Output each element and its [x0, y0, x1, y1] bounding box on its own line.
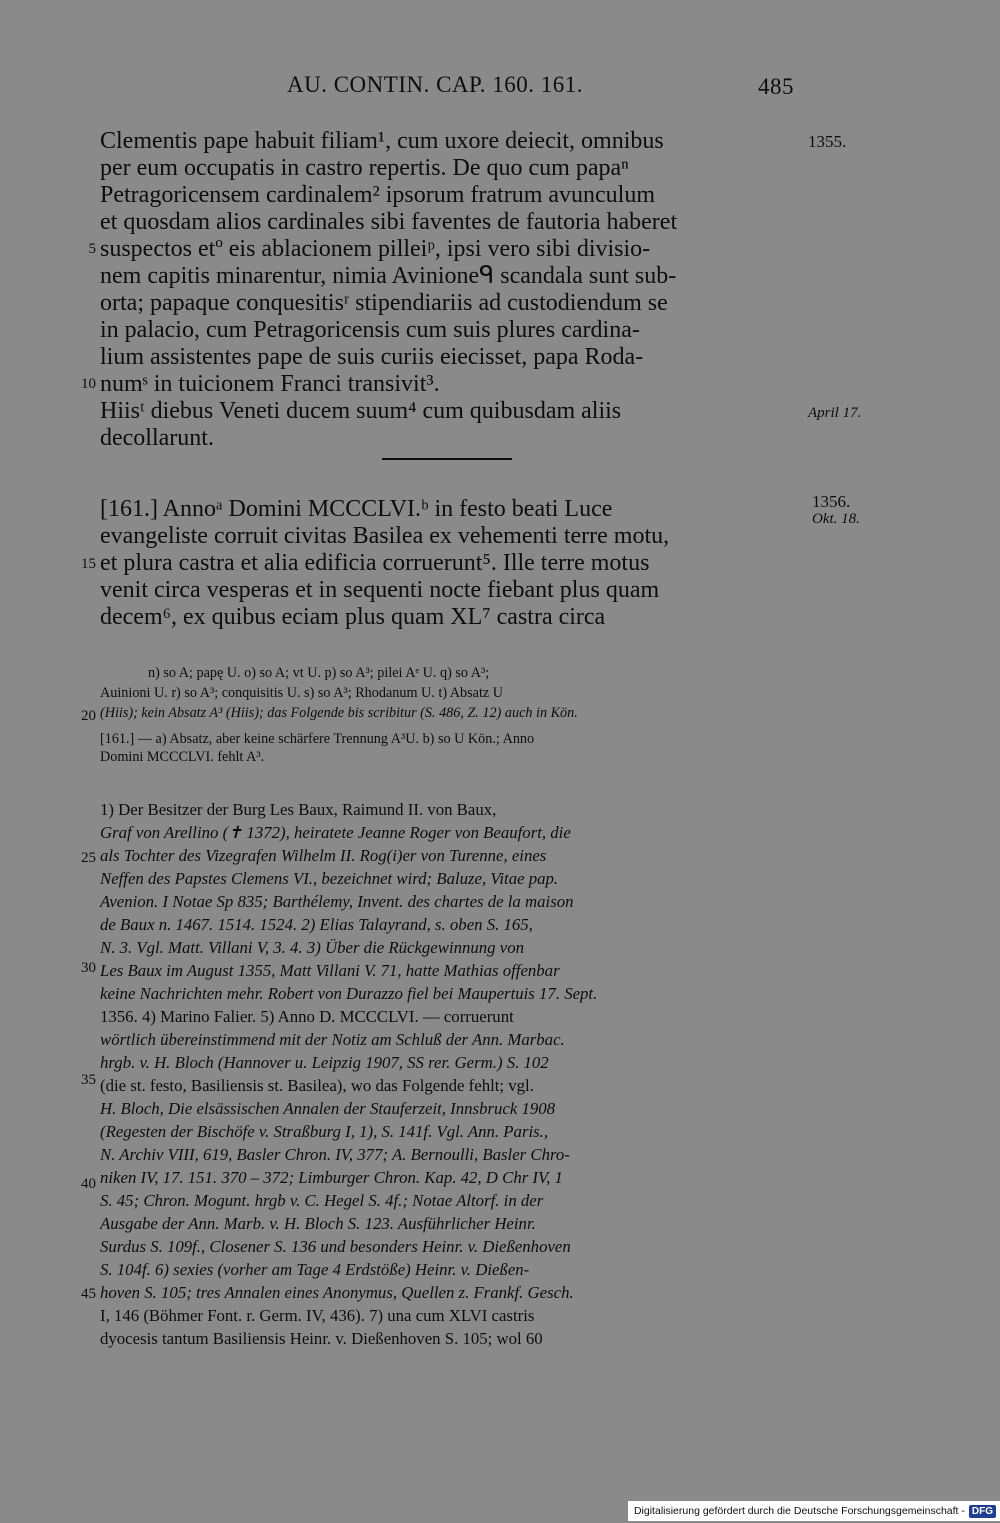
line-number: 10 — [81, 376, 96, 392]
textual-note: [161.] — a) Absatz, aber keine schärfere Trennung A³U. b) so U Kön.; Anno — [100, 731, 535, 747]
footnote-line: Les Baux im August 1355, Matt Villani V. 71, hatte Mathias offenbar — [100, 961, 560, 980]
footnote-line: de Baux n. 1467. 1514. 1524. 2) Elias Talayrand, s. oben S. 165, — [100, 915, 533, 934]
footnote-line: hoven S. 105; tres Annalen eines Anonymus, Quellen z. Frankf. Gesch. — [100, 1283, 574, 1302]
footnote-line: S. 45; Chron. Mogunt. hrgb v. C. Hegel S. 4f.; Notae Altorf. in der — [100, 1191, 544, 1210]
body-line: Hiisᵗ diebus Veneti ducem suum⁴ cum quibusdam aliis — [100, 398, 622, 424]
body-line: orta; papaque conquesitisʳ stipendiariis ad custodiendum se — [100, 290, 668, 316]
line-number: 30 — [81, 960, 96, 976]
body-line: per eum occupatis in castro repertis. De quo cum papaⁿ — [100, 155, 629, 181]
textual-note: Domini MCCCLVI. fehlt A³. — [100, 749, 265, 765]
footnote-line: S. 104f. 6) sexies (vorher am Tage 4 Erdstöße) Heinr. v. Dießen- — [100, 1260, 530, 1279]
body-line: lium assistentes pape de suis curiis eiecisset, papa Roda- — [100, 344, 644, 370]
footnote-line: dyocesis tantum Basiliensis Heinr. v. Dießenhoven S. 105; wol 60 — [100, 1329, 543, 1348]
footnote-line: Ausgabe der Ann. Marb. v. H. Bloch S. 123. Ausführlicher Heinr. — [100, 1214, 536, 1233]
footnote-line: I, 146 (Böhmer Font. r. Germ. IV, 436). 7) una cum XLVI castris — [100, 1306, 535, 1325]
body-line: suspectos etº eis ablacionem pilleiᵖ, ipsi vero sibi divisio- — [100, 236, 651, 262]
line-number: 45 — [81, 1286, 96, 1302]
footnote-line: Avenion. I Notae Sp 835; Barthélemy, Invent. des chartes de la maison — [100, 892, 574, 911]
body-line: et plura castra et alia edificia corruerunt⁵. Ille terre motus — [100, 550, 650, 576]
body-line: decollarunt. — [100, 425, 214, 451]
line-number: 20 — [81, 708, 96, 724]
footnote-line: N. 3. Vgl. Matt. Villani V, 3. 4. 3) Über die Rückgewinnung von — [100, 938, 524, 957]
body-line: in palacio, cum Petragoricensis cum suis plures cardina- — [100, 317, 640, 343]
body-line: nem capitis minarentur, nimia Avinioneᑫ scandala sunt sub- — [100, 263, 677, 289]
footnote-line: 1356. 4) Marino Falier. 5) Anno D. MCCCLVI. — corruerunt — [100, 1007, 514, 1026]
page-number: 485 — [758, 74, 794, 99]
footnote-line: N. Archiv VIII, 619, Basler Chron. IV, 377; A. Bernoulli, Basler Chro- — [100, 1145, 570, 1164]
running-title: AU. CONTIN. CAP. 160. 161. — [287, 72, 584, 97]
textual-note: n) so A; papę U. o) so A; vt U. p) so A³; pilei Aᵉ U. q) so A³; — [148, 665, 490, 681]
footnote-line: 1) Der Besitzer der Burg Les Baux, Raimund II. von Baux, — [100, 800, 497, 819]
footnote-line: Graf von Arellino (✝ 1372), heiratete Jeanne Roger von Beaufort, die — [100, 823, 571, 842]
section-divider — [382, 458, 512, 460]
margin-date: 1355. — [808, 132, 847, 151]
footnote-line: niken IV, 17. 151. 370 – 372; Limburger Chron. Kap. 42, D Chr IV, 1 — [100, 1168, 563, 1187]
body-line: evangeliste corruit civitas Basilea ex vehementi terre motu, — [100, 523, 670, 549]
body-line: Clementis pape habuit filiam¹, cum uxore deiecit, omnibus — [100, 128, 664, 154]
footnote-line: als Tochter des Vizegrafen Wilhelm II. Rog(i)er von Turenne, eines — [100, 846, 547, 865]
margin-date: Okt. 18. — [812, 511, 860, 527]
body-line: [161.] Annoᵃ Domini MCCCLVI.ᵇ in festo beati Luce — [100, 496, 613, 522]
footnote-line: wörtlich übereinstimmend mit der Notiz am Schluß der Ann. Marbac. — [100, 1030, 565, 1049]
body-line: Petragoricensem cardinalem² ipsorum fratrum avunculum — [100, 182, 656, 208]
body-line: venit circa vesperas et in sequenti nocte fiebant plus quam — [100, 577, 660, 603]
dfg-logo-icon: DFG — [969, 1505, 996, 1518]
footnote-line: hrgb. v. H. Bloch (Hannover u. Leipzig 1907, SS rer. Germ.) S. 102 — [100, 1053, 549, 1072]
body-line: numˢ in tuicionem Franci transivit³. — [100, 371, 440, 397]
textual-note: Auinioni U. r) so A³; conquisitis U. s) so A³; Rhodanum U. t) Absatz U — [100, 685, 503, 701]
dfg-credit — [628, 1501, 1000, 1521]
margin-date: April 17. — [808, 405, 862, 421]
line-number: 40 — [81, 1176, 96, 1192]
footnote-line: H. Bloch, Die elsässischen Annalen der Stauferzeit, Innsbruck 1908 — [100, 1099, 556, 1118]
line-number: 15 — [81, 556, 96, 572]
footnote-line: (Regesten der Bischöfe v. Straßburg I, 1), S. 141f. Vgl. Ann. Paris., — [100, 1122, 549, 1141]
body-line: et quosdam alios cardinales sibi faventes de fautoria haberet — [100, 209, 678, 235]
footnote-line: (die st. festo, Basiliensis st. Basilea), wo das Folgende fehlt; vgl. — [100, 1076, 534, 1095]
line-number: 5 — [88, 241, 96, 257]
margin-date: 1356. — [812, 492, 851, 511]
body-line: decem⁶, ex quibus eciam plus quam XL⁷ castra circa — [100, 604, 606, 630]
footnote-line: Surdus S. 109f., Closener S. 136 und besonders Heinr. v. Dießenhoven — [100, 1237, 571, 1256]
footnote-line: Neffen des Papstes Clemens VI., bezeichnet wird; Baluze, Vitae pap. — [100, 869, 559, 888]
line-number: 25 — [81, 850, 96, 866]
footnote-line: keine Nachrichten mehr. Robert von Durazzo fiel bei Maupertuis 17. Sept. — [100, 984, 598, 1003]
line-number: 35 — [81, 1072, 96, 1088]
credit-text: Digitalisierung gefördert durch die Deutsche Forschungsgemeinschaft - — [633, 1505, 965, 1517]
textual-note: (Hiis); kein Absatz A³ (Hiis); das Folgende bis scribitur (S. 486, Z. 12) auch in Kön. — [100, 705, 578, 721]
